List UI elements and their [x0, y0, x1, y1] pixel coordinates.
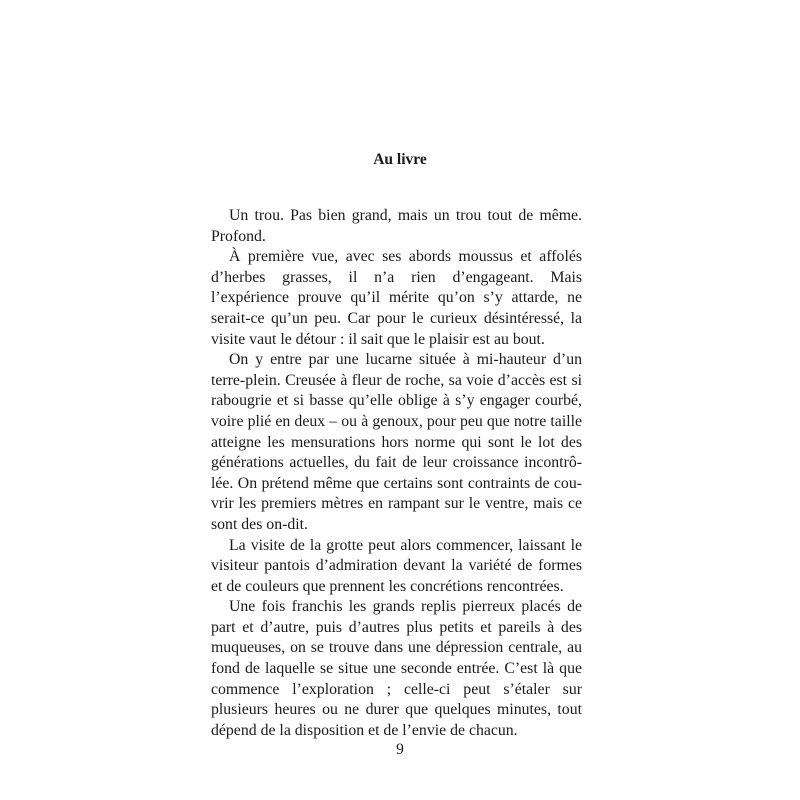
paragraph: La visite de la grotte peut alors commencer, laissant le visiteur pantois d’admiration devant la variété de formes et de couleurs que prennent les concrétions rencontrées.	[211, 536, 582, 595]
paragraph: À première vue, avec ses abords moussus et affolés d’herbes grasses, il n’a rien d’engageant. Mais l’expérience prouve qu’il mérite qu’on s’y attarde, ne serait-ce qu’un peu. Car pour le curieux désintéressé, la visite vaut le détour : il sait que le plaisir est au bout.	[211, 248, 582, 348]
paragraph: On y entre par une lucarne située à mi-hauteur d’un terre-plein. Creusée à fleur de roche, sa voie d’accès est si rabougrie et si basse qu’elle oblige à s’y engager courbé, voire plié en deux – ou à genoux, pour peu que notre taille atteigne les mensurations hors norme qui sont le lot des générations actuelles, du fait de leur croissance incontrôlée. On prétend même que certains sont contraints de couvrir les premiers mètres en rampant sur le ventre, mais ce sont des on-dit.	[211, 351, 582, 533]
paragraph: Un trou. Pas bien grand, mais un trou tout de même. Profond.	[211, 207, 582, 245]
chapter-title: Au livre	[373, 151, 427, 168]
page-number: 9	[396, 741, 404, 758]
paragraph: Une fois franchis les grands replis pierreux placés de part et d’autre, puis d’autres plus petits et pareils à des muqueuses, on se trouve dans une dépression centrale, au fond de laquelle se situe une seconde entrée. C’est là que commence l’exploration ; celle-ci peut s’étaler sur plusieurs heures ou ne durer que quelques minutes, tout dépend de la disposition et de l’envie de chacun.	[211, 598, 582, 739]
body-text	[211, 206, 582, 741]
